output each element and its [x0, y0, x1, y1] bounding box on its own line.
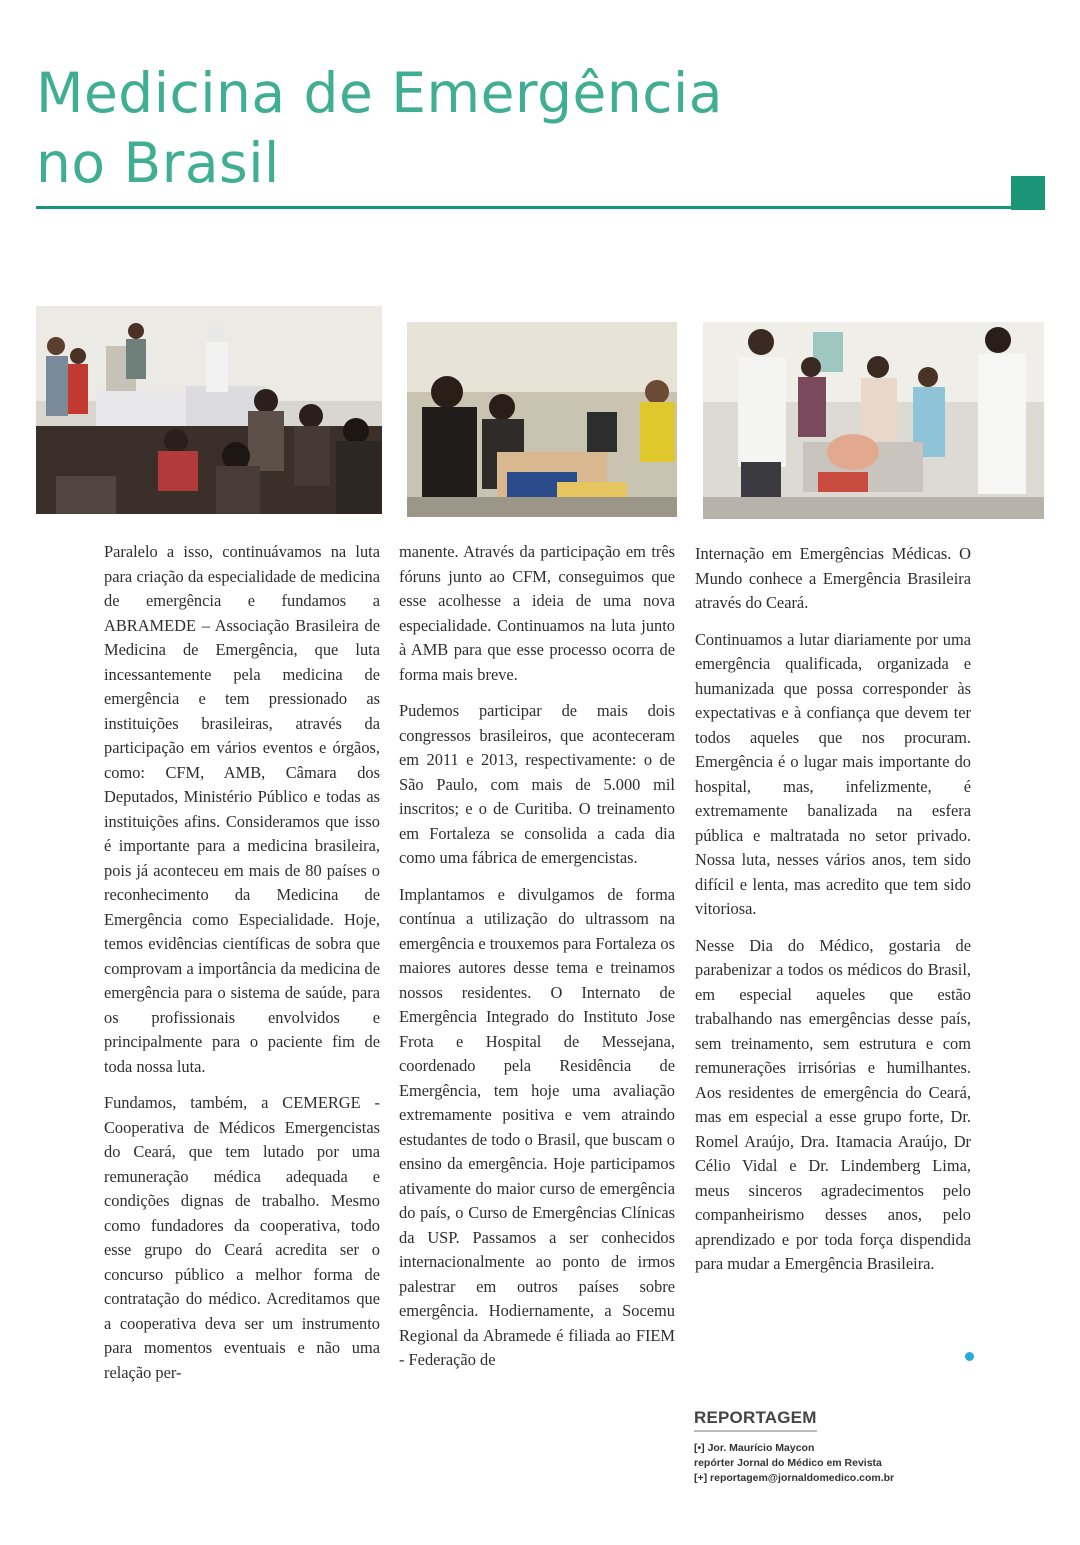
article-title — [36, 58, 723, 198]
paragraph: Implantamos e divulgamos de forma contínua a utilização do ultrassom na emergência e trouxemos para Fortaleza os maiores autores desse tema e treinamos nossos residentes. O Internato de Emergência Integrado do Instituto Jose Frota e Hospital de Messejana, coordenado pela Residência de Emergência, tem hoje uma avaliação extremamente positiva e vem atraindo estudantes de todo o Brasil, que buscam o ensino da emergência. Hoje participamos ativamente do maior curso de emergência do país, o Curso de Emergências Clínicas da USP. Passamos a ser conhecidos internacionalmente ao ponto de irmos palestrar em outros países sobre emergência. Hodiernamente, a Socemu Regional da Abramede é filiada ao FIEM - Federação de — [399, 884, 675, 1369]
text-column-1 — [104, 540, 380, 1397]
photo-hands-on-simulation — [407, 322, 677, 517]
title-rule — [36, 206, 1011, 209]
paragraph: Nesse Dia do Médico, gostaria de parabenizar a todos os médicos do Brasil, em especial aqueles que estão trabalhando nas emergências desse país, sem treinamento, sem estrutura e com remunerações irrisórias e humilhantes. Aos residentes de emergência do Ceará, mas em especial a esse grupo forte, Dr. Romel Araújo, Dra. Itamacia Araújo, Dr Célio Vidal e Dr. Lindemberg Lima, meus sinceros agradecimentos pelo companheirismo desses anos, pelo aprendizado e por toda força dispendida para mudar a Emergência Brasileira. — [695, 935, 971, 1273]
title-rule-block — [1011, 176, 1045, 210]
credit-label: REPORTAGEM — [694, 1408, 817, 1432]
end-of-article-dot — [965, 1352, 974, 1361]
paragraph: Internação em Emergências Médicas. O Mundo conhece a Emergência Brasileira através do Ceará. — [695, 544, 971, 612]
paragraph: Continuamos a lutar diariamente por uma emergência qualificada, organizada e humanizada que possa corresponder às expectativas e à confiança que devem ter todos aqueles que nos procuram. Emergência é o lugar mais importante do hospital, mas, infelizmente, é extremamente banalizada na esfera pública e maltratada no setor privado. Nossa luta, nesses vários anos, tem sido difícil e lenta, mas acredito que tem sido vitoriosa. — [695, 629, 971, 918]
photo-classroom-training — [36, 306, 382, 514]
photo-mannequin-demo — [703, 322, 1044, 519]
paragraph: manente. Através da participação em três fóruns junto ao CFM, conseguimos que esse acolhesse a ideia de uma nova especialidade. Continuamos na luta junto à AMB para que esse processo ocorra de forma mais breve. — [399, 542, 675, 684]
credit-reporter-role: repórter Jornal do Médico em Revista — [694, 1457, 882, 1469]
text-column-3 — [695, 542, 971, 1289]
paragraph: Paralelo a isso, continuávamos na luta para criação da especialidade de medicina de emergência e fundamos a ABRAMEDE – Associação Brasileira de Medicina de Emergência, que luta incessantemente pela medicina de emergência e tem pressionado as instituições brasileiras, através da participação em vários eventos e órgãos, como: CFM, AMB, Câmara dos Deputados, Ministério Público e todas as instituições afins. Consideramos que isso é importante para a medicina brasileira, pois já aconteceu em mais de 80 países o reconhecimento da Medicina de Emergência como Especialidade. Hoje, temos evidências científicas de sobra que comprovam a importância da medicina de emergência para o sistema de saúde, para os profissionais envolvidos e principalmente para o paciente fim de toda nossa luta. — [104, 542, 380, 1076]
credit-email: [+] reportagem@jornaldomedico.com.br — [694, 1472, 895, 1484]
title-line-1: Medicina de Emergência — [36, 61, 723, 125]
text-column-2 — [399, 540, 675, 1385]
reporter-credit — [694, 1408, 954, 1486]
paragraph: Pudemos participar de mais dois congressos brasileiros, que aconteceram em 2011 e 2013, respectivamente: o de São Paulo, com mais de 5.000 mil inscritos; e o de Curitiba. O treinamento em Fortaleza se consolida a cada dia como uma fábrica de emergencistas. — [399, 701, 675, 867]
credit-reporter-name: [•] Jor. Maurício Maycon — [694, 1442, 815, 1454]
title-line-2: no Brasil — [36, 131, 280, 195]
paragraph: Fundamos, também, a CEMERGE - Cooperativa de Médicos Emergencistas do Ceará, que tem lutado por uma remuneração médica adequada e condições dignas de trabalho. Mesmo como fundadores da cooperativa, todo esse grupo do Ceará acredita ser o concurso público a melhor forma de contratação do médico. Acreditamos que a cooperativa deva ser um instrumento para momentos eventuais e não uma relação per- — [104, 1093, 380, 1382]
